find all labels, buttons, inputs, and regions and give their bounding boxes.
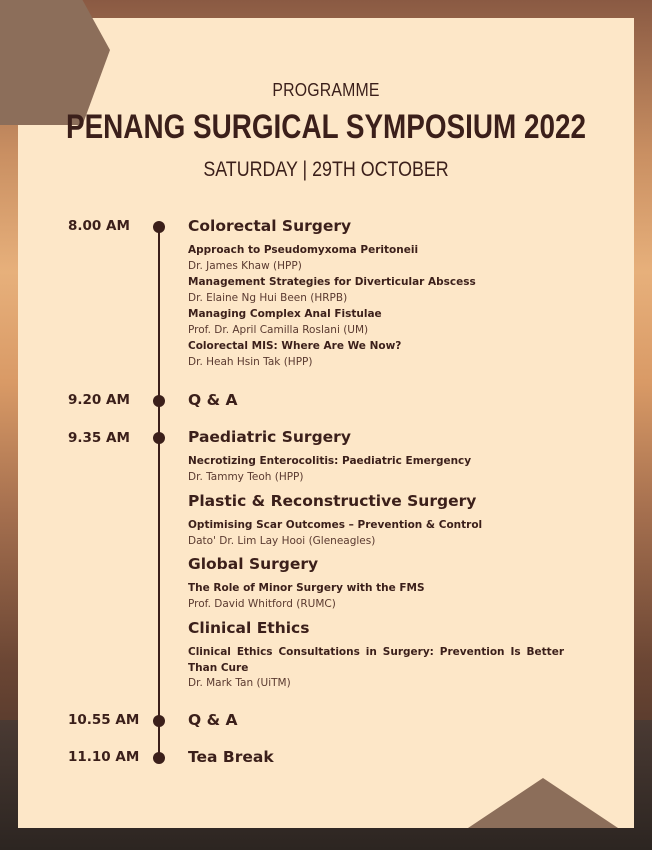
talk-title: Managing Complex Anal Fistulae xyxy=(188,308,382,320)
time-slot: 9.35 AM xyxy=(68,430,130,446)
talk-speaker: Dr. James Khaw (HPP) xyxy=(188,260,302,272)
programme-label: PROGRAMME xyxy=(272,80,380,100)
section-title: Q & A xyxy=(188,391,238,409)
timeline-dot xyxy=(153,221,165,233)
event-date: SATURDAY | 29TH OCTOBER xyxy=(203,158,449,181)
timeline-dot xyxy=(153,752,165,764)
timeline-dot xyxy=(153,395,165,407)
talk-speaker: Dato' Dr. Lim Lay Hooi (Gleneagles) xyxy=(188,535,376,547)
talk-title: Optimising Scar Outcomes – Prevention & Control xyxy=(188,519,483,531)
talk-speaker: Dr. Mark Tan (UiTM) xyxy=(188,677,291,689)
timeline-dot xyxy=(153,715,165,727)
talk-speaker: Dr. Heah Hsin Tak (HPP) xyxy=(188,356,313,368)
talk-title: Approach to Pseudomyxoma Peritoneii xyxy=(188,244,419,256)
section-title: Tea Break xyxy=(188,748,274,766)
section-title: Clinical Ethics xyxy=(188,619,310,637)
talk-speaker: Prof. Dr. April Camilla Roslani (UM) xyxy=(188,324,369,336)
page-title: PENANG SURGICAL SYMPOSIUM 2022 xyxy=(65,108,587,146)
time-slot: 11.10 AM xyxy=(68,749,140,765)
time-slot: 9.20 AM xyxy=(68,392,130,408)
section-title: Q & A xyxy=(188,711,238,729)
time-slot: 10.55 AM xyxy=(68,712,140,728)
talk-title: Management Strategies for Diverticular Abscess xyxy=(188,276,476,288)
timeline-dot xyxy=(153,432,165,444)
talk-title: Necrotizing Enterocolitis: Paediatric Emergency xyxy=(188,455,472,467)
talk-title: Clinical Ethics Consultations in Surgery: Prevention Is Better Than Cure xyxy=(188,646,564,674)
talk-title: Colorectal MIS: Where Are We Now? xyxy=(188,340,402,352)
timeline-line xyxy=(158,226,160,758)
talk-title: The Role of Minor Surgery with the FMS xyxy=(188,582,425,594)
section-title: Global Surgery xyxy=(188,555,319,573)
talk-speaker: Dr. Elaine Ng Hui Been (HRPB) xyxy=(188,292,348,304)
section-title: Plastic & Reconstructive Surgery xyxy=(188,492,477,510)
section-title: Colorectal Surgery xyxy=(188,217,352,235)
time-slot: 8.00 AM xyxy=(68,218,130,234)
section-title: Paediatric Surgery xyxy=(188,428,351,446)
talk-speaker: Prof. David Whitford (RUMC) xyxy=(188,598,336,610)
talk-speaker: Dr. Tammy Teoh (HPP) xyxy=(188,471,304,483)
